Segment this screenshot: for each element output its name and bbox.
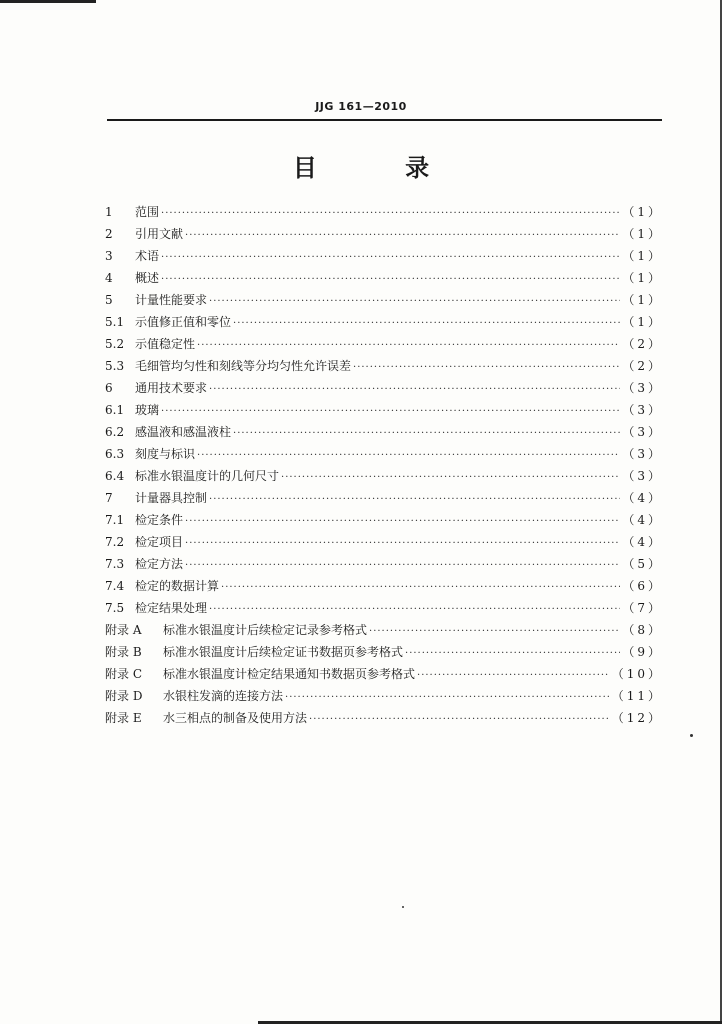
toc-entry	[105, 553, 663, 575]
toc-entry-page: （4）	[622, 535, 663, 549]
toc-dot-leader	[197, 445, 620, 467]
toc-entry	[105, 377, 663, 399]
toc-entry	[105, 619, 663, 641]
toc-entry-page: （8）	[622, 623, 663, 637]
toc-entry-page: （1）	[622, 315, 663, 329]
toc-entry-label: 范围	[135, 205, 160, 219]
toc-entry	[105, 267, 663, 289]
toc-entry	[105, 531, 663, 553]
toc-entry-number: 附录 D	[105, 689, 143, 703]
toc-dot-leader	[353, 357, 620, 379]
toc-entry	[105, 487, 663, 509]
toc-entry-page: （10）	[611, 667, 663, 681]
toc-entry-label: 毛细管均匀性和刻线等分均匀性允许误差	[135, 359, 352, 373]
scan-speck	[690, 734, 693, 737]
toc-entry-label: 计量性能要求	[135, 293, 208, 307]
toc-entry-number: 3	[105, 249, 113, 263]
toc-entry	[105, 597, 663, 619]
toc-entry-page: （3）	[622, 381, 663, 395]
toc-entry-number: 7	[105, 491, 113, 505]
toc-entry	[105, 223, 663, 245]
toc-entry-label: 检定条件	[135, 513, 184, 527]
toc-dot-leader	[185, 225, 620, 247]
toc-entry-page: （7）	[622, 601, 663, 615]
toc-entry-page: （1）	[622, 293, 663, 307]
toc-entry-label: 示值稳定性	[135, 337, 196, 351]
toc-dot-leader	[185, 555, 620, 577]
toc-entry	[105, 355, 663, 377]
toc-entry-page: （5）	[622, 557, 663, 571]
toc-entry-label: 检定的数据计算	[135, 579, 220, 593]
toc-entry-number: 7.5	[105, 601, 125, 615]
toc-dot-leader	[161, 269, 620, 291]
toc-entry-page: （3）	[622, 425, 663, 439]
toc-entry-page: （1）	[622, 249, 663, 263]
toc-entry-label: 引用文献	[135, 227, 184, 241]
toc-entry-label: 示值修正值和零位	[135, 315, 232, 329]
toc-entry	[105, 421, 663, 443]
scan-edge-top	[0, 0, 96, 3]
header-rule	[107, 119, 662, 121]
toc-entry-label: 标准水银温度计检定结果通知书数据页参考格式	[163, 667, 416, 681]
toc-entry	[105, 707, 663, 729]
document-header: JJG 161—2010	[315, 100, 407, 113]
toc-entry-label: 术语	[135, 249, 160, 263]
toc-entry-number: 6.4	[105, 469, 125, 483]
toc-entry-number: 7.3	[105, 557, 125, 571]
toc-entry-page: （4）	[622, 491, 663, 505]
toc-entry-page: （1）	[622, 227, 663, 241]
toc-entry-number: 6	[105, 381, 113, 395]
toc-entry-page: （3）	[622, 469, 663, 483]
table-of-contents	[105, 201, 663, 729]
toc-entry-label: 通用技术要求	[135, 381, 208, 395]
toc-entry-page: （1）	[622, 271, 663, 285]
toc-entry	[105, 333, 663, 355]
toc-entry-label: 概述	[135, 271, 160, 285]
toc-entry-number: 附录 E	[105, 711, 142, 725]
toc-entry	[105, 311, 663, 333]
toc-dot-leader	[161, 247, 620, 269]
toc-dot-leader	[209, 489, 620, 511]
toc-dot-leader	[285, 687, 610, 709]
toc-entry-number: 6.2	[105, 425, 125, 439]
toc-entry-page: （12）	[611, 711, 663, 725]
toc-entry	[105, 399, 663, 421]
toc-entry-number: 1	[105, 205, 113, 219]
toc-entry-number: 6.1	[105, 403, 125, 417]
toc-entry-label: 标准水银温度计后续检定记录参考格式	[163, 623, 368, 637]
toc-entry-label: 标准水银温度计的几何尺寸	[135, 469, 280, 483]
toc-dot-leader	[185, 533, 620, 555]
toc-entry-page: （3）	[622, 447, 663, 461]
toc-entry-label: 计量器具控制	[135, 491, 208, 505]
toc-entry-label: 水三相点的制备及使用方法	[163, 711, 308, 725]
toc-entry-label: 检定项目	[135, 535, 184, 549]
toc-dot-leader	[281, 467, 620, 489]
toc-entry-page: （9）	[622, 645, 663, 659]
toc-dot-leader	[185, 511, 620, 533]
toc-entry-label: 检定结果处理	[135, 601, 208, 615]
toc-entry-page: （3）	[622, 403, 663, 417]
toc-entry-number: 7.4	[105, 579, 125, 593]
toc-entry-number: 附录 A	[105, 623, 142, 637]
toc-entry-page: （6）	[622, 579, 663, 593]
toc-dot-leader	[161, 401, 620, 423]
toc-entry-label: 感温液和感温液柱	[135, 425, 232, 439]
toc-dot-leader	[209, 599, 620, 621]
toc-entry	[105, 641, 663, 663]
toc-entry-label: 水银柱发滴的连接方法	[163, 689, 284, 703]
toc-entry-page: （2）	[622, 337, 663, 351]
toc-dot-leader	[417, 665, 610, 687]
toc-dot-leader	[209, 379, 620, 401]
toc-entry-page: （4）	[622, 513, 663, 527]
toc-entry-page: （11）	[611, 689, 663, 703]
toc-entry	[105, 575, 663, 597]
toc-entry-number: 5.2	[105, 337, 125, 351]
toc-entry-number: 4	[105, 271, 113, 285]
scan-speck	[402, 906, 404, 908]
toc-entry-page: （2）	[622, 359, 663, 373]
toc-entry-number: 5.1	[105, 315, 125, 329]
toc-entry	[105, 509, 663, 531]
toc-entry-number: 附录 C	[105, 667, 142, 681]
toc-entry-number: 6.3	[105, 447, 125, 461]
toc-dot-leader	[233, 313, 620, 335]
toc-entry-label: 玻璃	[135, 403, 160, 417]
toc-entry	[105, 201, 663, 223]
toc-entry-number: 附录 B	[105, 645, 142, 659]
page-title: 目 录	[292, 154, 470, 182]
toc-entry	[105, 465, 663, 487]
toc-dot-leader	[161, 203, 620, 225]
toc-entry-number: 7.2	[105, 535, 125, 549]
toc-entry	[105, 245, 663, 267]
toc-dot-leader	[369, 621, 620, 643]
toc-entry-label: 刻度与标识	[135, 447, 196, 461]
toc-dot-leader	[209, 291, 620, 313]
toc-entry	[105, 289, 663, 311]
toc-entry	[105, 685, 663, 707]
toc-entry-page: （1）	[622, 205, 663, 219]
toc-entry-number: 5	[105, 293, 113, 307]
toc-dot-leader	[309, 709, 610, 731]
toc-dot-leader	[221, 577, 620, 599]
toc-entry-label: 检定方法	[135, 557, 184, 571]
toc-entry-number: 7.1	[105, 513, 125, 527]
toc-entry	[105, 663, 663, 685]
toc-entry	[105, 443, 663, 465]
toc-dot-leader	[233, 423, 620, 445]
toc-entry-label: 标准水银温度计后续检定证书数据页参考格式	[163, 645, 404, 659]
toc-entry-number: 5.3	[105, 359, 125, 373]
toc-entry-number: 2	[105, 227, 113, 241]
toc-dot-leader	[197, 335, 620, 357]
toc-dot-leader	[405, 643, 620, 665]
